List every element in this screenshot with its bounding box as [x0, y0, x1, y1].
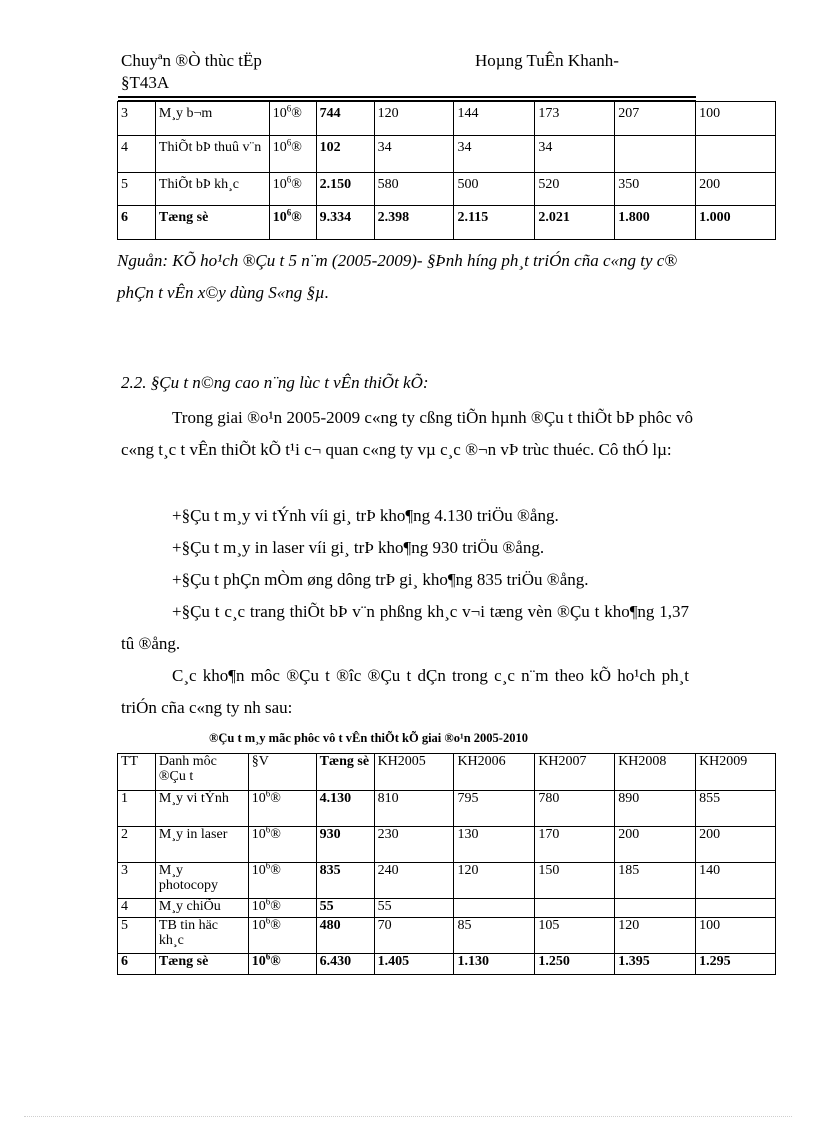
cell-value: 520	[535, 173, 615, 206]
cell-value: 1.800	[615, 206, 696, 240]
header-author: Hoµng TuÊn Khanh-	[475, 51, 619, 70]
cell-unit: $10^6®$	[269, 173, 316, 206]
cell-value: 2.021	[535, 206, 615, 240]
header-kh2008: KH2008	[615, 754, 696, 791]
cell-value	[615, 136, 696, 173]
cell-value: 200	[696, 827, 776, 863]
cell-name: TB tin häc kh¸c	[155, 918, 248, 954]
bullet-office-equipment: +§Çu t c¸c trang thiÕt bÞ v¨n phßng kh¸c v¬i tæng vèn ®Çu t kho¶ng 1,37 tû ®ång.	[121, 602, 689, 653]
cell-total: 480	[316, 918, 374, 954]
cell-value: 855	[696, 791, 776, 827]
header-rule	[118, 96, 696, 98]
section-heading: 2.2. §Çu t n©ng cao n¨ng lùc t vÊn thiÕt kÕ:	[121, 373, 429, 392]
table-row	[118, 863, 776, 899]
cell-value	[535, 899, 615, 918]
cell-name: ThiÕt bÞ kh¸c	[155, 173, 269, 206]
cell-value: 144	[454, 102, 535, 136]
paragraph-intro: Trong giai ®o¹n 2005-2009 c«ng ty cßng tiÕn hµnh ®Çu t thiÕt bÞ phôc vô c«ng t¸c t vÊn thiÕt kÕ t¹i c¬ quan c«ng ty vµ c¸c ®¬n vÞ trùc thuéc. Cô thÓ lµ:	[121, 408, 693, 459]
cell-name: Tæng sè	[155, 206, 269, 240]
cell-name: Tæng sè	[155, 954, 248, 975]
cell-unit: $10^6®$	[269, 102, 316, 136]
cell-value: 55	[374, 899, 454, 918]
cell-name: M¸y in laser	[155, 827, 248, 863]
header-unit: §V	[248, 754, 316, 791]
cell-value	[615, 899, 696, 918]
cell-unit: $10^6®$	[248, 954, 316, 975]
cell-name: M¸y b¬m	[155, 102, 269, 136]
cell-value: 85	[454, 918, 535, 954]
cell-unit: $10^6®$	[248, 918, 316, 954]
cell-unit: $10^6®$	[248, 827, 316, 863]
table-row	[118, 791, 776, 827]
cell-total: 744	[316, 102, 374, 136]
cell-name: M¸y vi tÝnh	[155, 791, 248, 827]
cell-value: 500	[454, 173, 535, 206]
page-bottom-divider	[24, 1116, 792, 1117]
cell-no: 5	[118, 918, 156, 954]
cell-no: 3	[118, 102, 156, 136]
cell-value: 1.130	[454, 954, 535, 975]
table-header-row	[118, 754, 776, 791]
cell-value: 200	[696, 173, 776, 206]
cell-total: 102	[316, 136, 374, 173]
cell-value: 1.395	[615, 954, 696, 975]
cell-value: 230	[374, 827, 454, 863]
header-tt: TT	[118, 754, 156, 791]
equipment-table-continued	[117, 101, 776, 240]
cell-value	[696, 899, 776, 918]
cell-total: 835	[316, 863, 374, 899]
cell-no: 4	[118, 899, 156, 918]
cell-name: M¸y photocopy	[155, 863, 248, 899]
header-title: Chuyªn ®Ò thùc tËp	[121, 51, 262, 70]
cell-value: 350	[615, 173, 696, 206]
cell-value: 1.295	[696, 954, 776, 975]
paragraph-plan: C¸c kho¶n môc ®Çu t ®îc ®Çu t dÇn trong c¸c n¨m theo kÕ ho¹ch ph¸t triÓn cña c«ng ty nh sau:	[121, 666, 689, 717]
header-total: Tæng sè	[316, 754, 374, 791]
header-kh2009: KH2009	[696, 754, 776, 791]
cell-value: 130	[454, 827, 535, 863]
investment-table	[117, 753, 776, 975]
cell-total: 930	[316, 827, 374, 863]
source-note: Nguån: KÕ ho¹ch ®Çu t 5 n¨m (2005-2009)- §Þnh híng ph¸t triÓn cña c«ng ty c® phÇn t vÊn x©y dùng S«ng §µ.	[117, 251, 678, 302]
cell-value: 120	[615, 918, 696, 954]
header-kh2006: KH2006	[454, 754, 535, 791]
cell-total: 2.150	[316, 173, 374, 206]
table-row	[118, 918, 776, 954]
cell-no: 4	[118, 136, 156, 173]
cell-value: 2.398	[374, 206, 454, 240]
cell-value	[454, 899, 535, 918]
cell-value: 1.250	[535, 954, 615, 975]
cell-value: 140	[696, 863, 776, 899]
bullet-computers: +§Çu t m¸y vi tÝnh víi gi¸ trÞ kho¶ng 4.130 triÖu ®ång.	[172, 506, 559, 525]
cell-value: 810	[374, 791, 454, 827]
cell-value: 1.000	[696, 206, 776, 240]
cell-value: 120	[454, 863, 535, 899]
cell-no: 1	[118, 791, 156, 827]
cell-name: ThiÕt bÞ thuû v¨n	[155, 136, 269, 173]
cell-name: M¸y chiÕu	[155, 899, 248, 918]
cell-value: 170	[535, 827, 615, 863]
cell-no: 2	[118, 827, 156, 863]
cell-total: 9.334	[316, 206, 374, 240]
header-kh2005: KH2005	[374, 754, 454, 791]
cell-value: 100	[696, 102, 776, 136]
cell-value: 1.405	[374, 954, 454, 975]
cell-total: 55	[316, 899, 374, 918]
cell-value: 34	[454, 136, 535, 173]
table-row-total	[118, 206, 776, 240]
cell-value: 34	[374, 136, 454, 173]
cell-value: 70	[374, 918, 454, 954]
cell-value: 207	[615, 102, 696, 136]
table-row	[118, 102, 776, 136]
cell-value: 173	[535, 102, 615, 136]
table-caption: ®Çu t m¸y mãc phôc vô t vÊn thiÕt kÕ giai ®o¹n 2005-2010	[209, 731, 528, 745]
cell-value: 100	[696, 918, 776, 954]
cell-unit: $10^6®$	[248, 791, 316, 827]
cell-value: 890	[615, 791, 696, 827]
table-row	[118, 136, 776, 173]
cell-value: 185	[615, 863, 696, 899]
bullet-software: +§Çu t phÇn mÒm øng dông trÞ gi¸ kho¶ng 835 triÖu ®ång.	[172, 570, 589, 589]
cell-no: 6	[118, 954, 156, 975]
table-row	[118, 827, 776, 863]
cell-unit: $10^6®$	[248, 899, 316, 918]
cell-unit: $10^6®$	[269, 206, 316, 240]
cell-value: 34	[535, 136, 615, 173]
table-row-total	[118, 954, 776, 975]
cell-value: 240	[374, 863, 454, 899]
header-left	[121, 50, 262, 94]
header-item: Danh môc ®Çu t	[155, 754, 248, 791]
cell-unit: $10^6®$	[248, 863, 316, 899]
cell-value: 2.115	[454, 206, 535, 240]
cell-value: 200	[615, 827, 696, 863]
table-row	[118, 173, 776, 206]
table-row	[118, 899, 776, 918]
cell-value	[696, 136, 776, 173]
cell-no: 3	[118, 863, 156, 899]
cell-total: 6.430	[316, 954, 374, 975]
cell-value: 150	[535, 863, 615, 899]
cell-no: 5	[118, 173, 156, 206]
cell-unit: $10^6®$	[269, 136, 316, 173]
cell-value: 580	[374, 173, 454, 206]
cell-value: 105	[535, 918, 615, 954]
cell-total: 4.130	[316, 791, 374, 827]
cell-no: 6	[118, 206, 156, 240]
cell-value: 795	[454, 791, 535, 827]
header-kh2007: KH2007	[535, 754, 615, 791]
cell-value: 120	[374, 102, 454, 136]
bullet-laser-printers: +§Çu t m¸y in laser víi gi¸ trÞ kho¶ng 930 triÖu ®ång.	[172, 538, 545, 557]
header-class: §T43A	[121, 73, 170, 92]
cell-value: 780	[535, 791, 615, 827]
